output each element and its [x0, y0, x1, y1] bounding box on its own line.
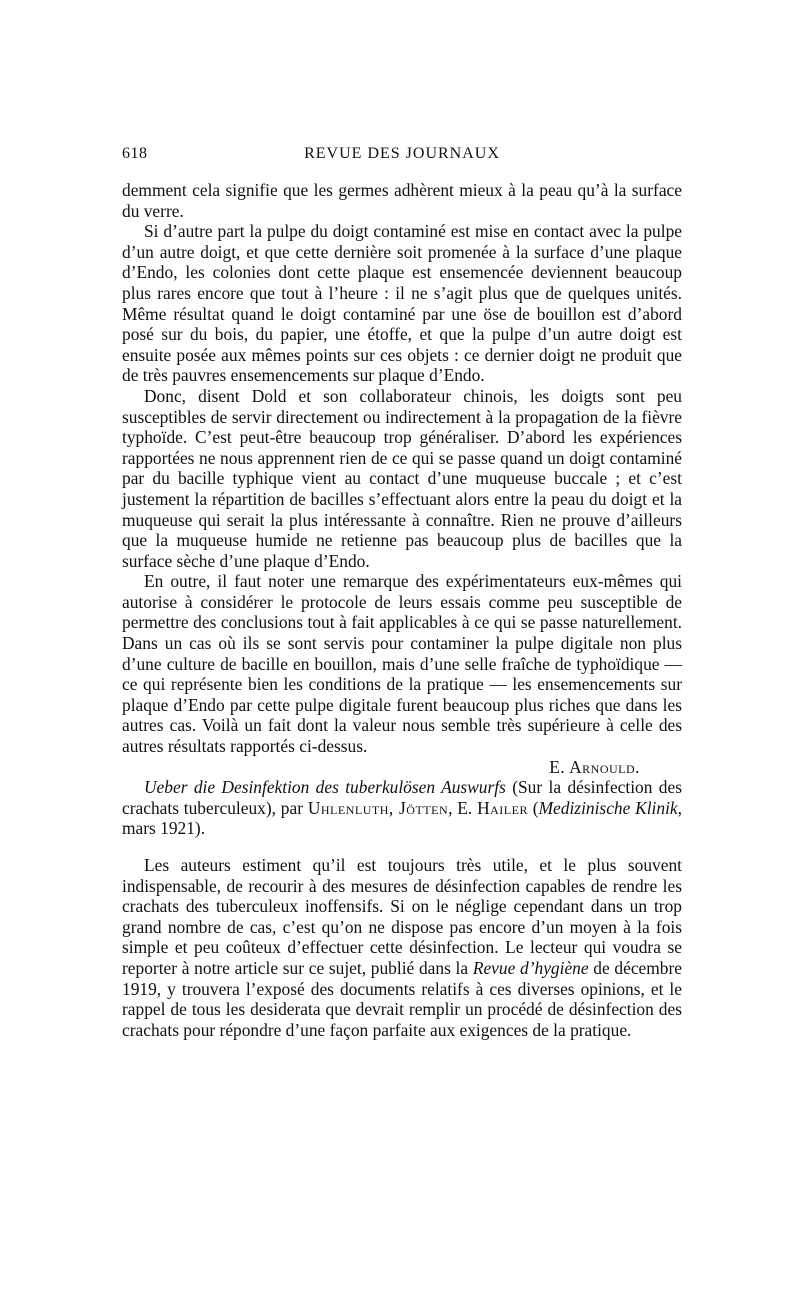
journal-name: Medizinische Klinik [538, 797, 678, 818]
author-names: Uhlenluth, Jötten [307, 797, 449, 818]
page-number: 618 [122, 145, 148, 162]
signature: E. Arnould. [549, 756, 640, 777]
page-header [122, 145, 682, 169]
body-text [122, 180, 682, 1040]
article-title: Ueber die Desinfektion des tuberkulösen Auswurfs [144, 777, 506, 798]
paragraph-experiment: Si d’autre part la pulpe du doigt contaminé est mise en contact avec la pulpe d’un autre doigt, et que cette dernière soit promenée à la surface d’une plaque d’Endo, les colonies dont cette plaque est ensemencée deviennent beaucoup plus rares encore que tout à l’heure : il ne s’agit plus que de quelques unités. Même résultat quand le doigt contaminé par une öse de bouillon est d’abord posé sur du bois, du papier, une étoffe, et que la pulpe d’un autre doigt est ensuite posée aux mêmes points sur ces objets : ce dernier doigt ne produit que de très pauvres ensemencements sur plaque d’Endo. [122, 221, 682, 386]
paragraph-continuation: demment cela signifie que les germes adhèrent mieux à la peau qu’à la surface du verre. [122, 180, 682, 221]
section-gap [122, 839, 682, 855]
paragraph-conclusion: Donc, disent Dold et son collaborateur chinois, les doigts sont peu susceptibles de servir directement ou indirectement à la propagation de la fièvre typhoïde. C’est peut-être beaucoup trop généraliser. D’abord les expériences rapportées ne nous apprennent rien de ce qui se passe quand un doigt contaminé par du bacille typhique vient au contact d’une muqueuse buccale ; et c’est justement la répartition de bacilles s’effectuant alors entre la peau du doigt et la muqueuse qui serait la plus intéressante à connaître. Rien ne prouve d’ailleurs que la muqueuse humide ne retienne pas beaucoup plus de bacilles que la surface sèche d’une plaque d’Endo. [122, 385, 682, 571]
paragraph-review: Les auteurs estiment qu’il est toujours très utile, et le plus souvent indispensable, de recourir à des mesures de désinfection capables de rendre les crachats des tuberculeux inoffensifs. Si on le néglige cependant dans un trop grand nombre de cas, c’est qu’on ne dispose pas encore d’un moyen à la fois simple et peu coûteux d’effectuer cette désinfection. Le lecteur qui voudra se reporter à notre article sur ce sujet, publié dans la Revue d’hygiène de décembre 1919, y trouvera l’exposé des documents relatifs à ces diverses opinions, et le rappel de tous les desiderata que devrait remplir un procédé de désinfection des crachats pour répondre d’une façon parfaite aux exigences de la pratique. [122, 855, 682, 1040]
journal-reference: Revue d’hygiène [472, 957, 589, 978]
reference-citation: Ueber die Desinfektion des tuberkulösen Auswurfs (Sur la désinfection des crachats tuberculeux), par Uhlenluth, Jötten, E. Hailer (Medizinische Klinik, mars 1921). [122, 777, 682, 839]
author-name: Hailer [477, 797, 528, 818]
running-head: REVUE DES JOURNAUX [304, 145, 500, 162]
paragraph-remark: En outre, il faut noter une remarque des expérimentateurs eux-mêmes qui autorise à considérer le protocole de leurs essais comme peu susceptible de permettre des conclusions tout à fait applicables à ce qui se passe naturellement. Dans un cas où ils se sont servis pour contaminer la pulpe digitale non plus d’une culture de bacille en bouillon, mais d’une selle fraîche de typhoïdique — ce qui représente bien les conditions de la pratique — les ensemencements sur plaque d’Endo par cette pulpe digitale furent beaucoup plus riches que dans les autres cas. Voilà un fait dont la valeur nous semble très supérieure à celle des autres résultats rapportés ci-dessus. [122, 571, 682, 757]
